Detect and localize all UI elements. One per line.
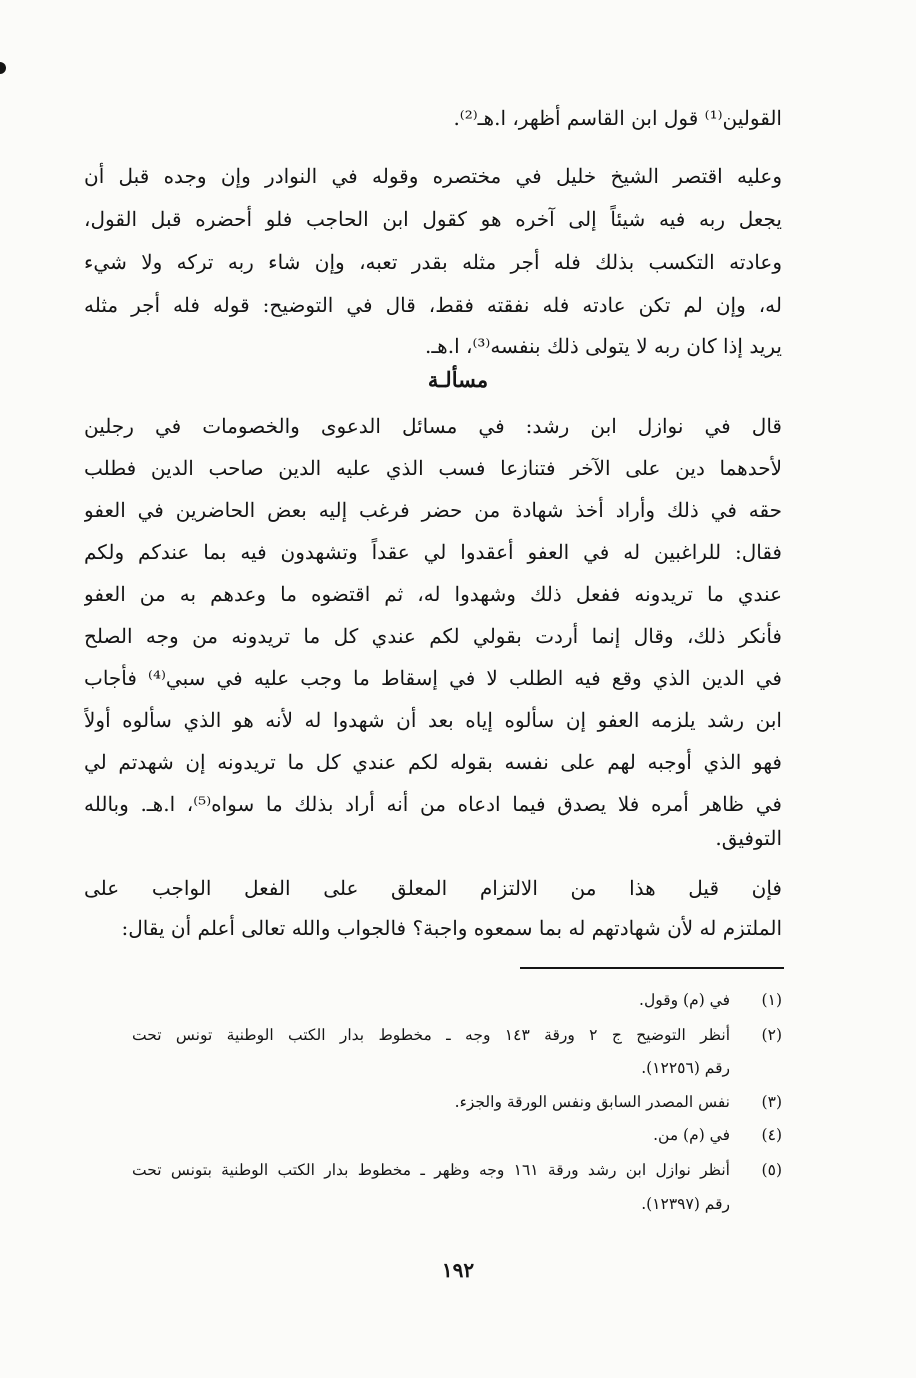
footnote-number: (٣) xyxy=(761,1093,782,1111)
footnote-1 xyxy=(132,985,782,1015)
text-line: ابن رشد يلزمه العفو إن سألوه إياه بعد أن شهدوا له لأنه هو الذي سألوه أولاً xyxy=(84,708,782,732)
text-line: عندي ما تريدونه ففعل ذلك وشهدوا له، ثم اقتضوه ما وعدهم به من العفو xyxy=(84,582,782,606)
text-line: الملتزم له لأن شهادتهم له بما سمعوه واجبة؟ فالجواب والله تعالى أعلم أن يقال: xyxy=(121,916,782,940)
footnote-3 xyxy=(132,1087,782,1117)
main-text-2 xyxy=(84,406,782,850)
text-line: قال في نوازل ابن رشد: في مسائل الدعوى والخصومات في رجلين xyxy=(84,414,782,438)
footnote-5-continuation xyxy=(184,1189,782,1219)
footnote-text: رقم (١٢٢٥٦). xyxy=(641,1059,730,1077)
footnote-text: رقم (١٢٣٩٧). xyxy=(641,1195,730,1213)
text-line: التوفيق. xyxy=(715,826,782,850)
page-number: ١٩٢ xyxy=(441,1258,475,1282)
footnote-2-continuation xyxy=(184,1053,782,1083)
text-line: القولين⁽¹⁾ قول ابن القاسم أظهر، ا.هـ⁽²⁾. xyxy=(453,106,782,130)
page-edge-mark xyxy=(0,62,6,74)
text-line: لأحدهما دين على الآخر فتنازعا فسب الذي عليه الدين صاحب الدين فطلب xyxy=(84,456,782,480)
main-text-3 xyxy=(84,868,782,958)
footnote-number: (٢) xyxy=(761,1026,782,1044)
footnote-number: (٥) xyxy=(761,1161,782,1179)
text-line: يريد إذا كان ربه لا يتولى ذلك بنفسه⁽³⁾، ا.هـ. xyxy=(424,334,782,358)
footnote-number: (١) xyxy=(761,991,782,1009)
footnote-text: أنظر التوضيح ج ٢ ورقة ١٤٣ وجه ـ مخطوط بدار الكتب الوطنية تونس تحت xyxy=(132,1026,730,1044)
footnote-text: في (م) من. xyxy=(653,1126,730,1144)
footnote-2 xyxy=(132,1020,782,1050)
footnote-text: أنظر نوازل ابن رشد ورقة ١٦١ وجه وظهر ـ مخطوط بدار الكتب الوطنية بتونس تحت xyxy=(132,1161,730,1179)
text-line: فإن قيل هذا من الالتزام المعلق على الفعل الواجب على xyxy=(84,876,782,900)
text-line: يجعل ربه فيه شيئاً إلى آخره هو كقول ابن الحاجب فلو أحضره قبل القول، xyxy=(84,207,782,231)
text-line: في ظاهر أمره فلا يصدق فيما ادعاه من أنه أراد بذلك ما سواه⁽⁵⁾، ا.هـ. وبالله xyxy=(84,792,782,816)
footnote-5 xyxy=(132,1155,782,1185)
footnote-number: (٤) xyxy=(761,1126,782,1144)
main-text xyxy=(84,98,782,358)
footnote-4 xyxy=(132,1120,782,1150)
footnote-separator xyxy=(520,967,784,969)
text-line: وعليه اقتصر الشيخ خليل في مختصره وقوله في النوادر وإن وجده قبل أن xyxy=(84,164,782,188)
footnote-text: نفس المصدر السابق ونفس الورقة والجزء. xyxy=(454,1093,730,1111)
text-line: له، وإن لم تكن عادته فله نفقته فقط، قال في التوضيح: قوله فله أجر مثله xyxy=(84,293,782,317)
text-line: وعادته التكسب بذلك فله أجر مثله بقدر تعبه، وإن شاء ربه تركه ولا شيء xyxy=(84,250,782,274)
text-line: فأنكر ذلك، وقال إنما أردت بقولي لكم عندي كل ما تريدونه من وجه الصلح xyxy=(84,624,782,648)
text-line: فهو الذي أوجبه لهم على نفسه بقوله لكم عندي كل ما تريدونه إن شهدتم لي xyxy=(84,750,782,774)
text-line: فقال: للراغبين له في العفو أعقدوا لي عقداً وتشهدون فيه بما عندكم ولكم xyxy=(84,540,782,564)
text-line: في الدين الذي وقع فيه الطلب لا في إسقاط ما وجب عليه في سبي⁽⁴⁾ فأجاب xyxy=(84,666,782,690)
text-line: حقه في ذلك وأراد أخذ شهادة من حضر فرغب إليه بعض الحاضرين في العفو xyxy=(84,498,782,522)
footnote-text: في (م) وقول. xyxy=(639,991,730,1009)
section-heading: مسألـة xyxy=(427,367,489,392)
